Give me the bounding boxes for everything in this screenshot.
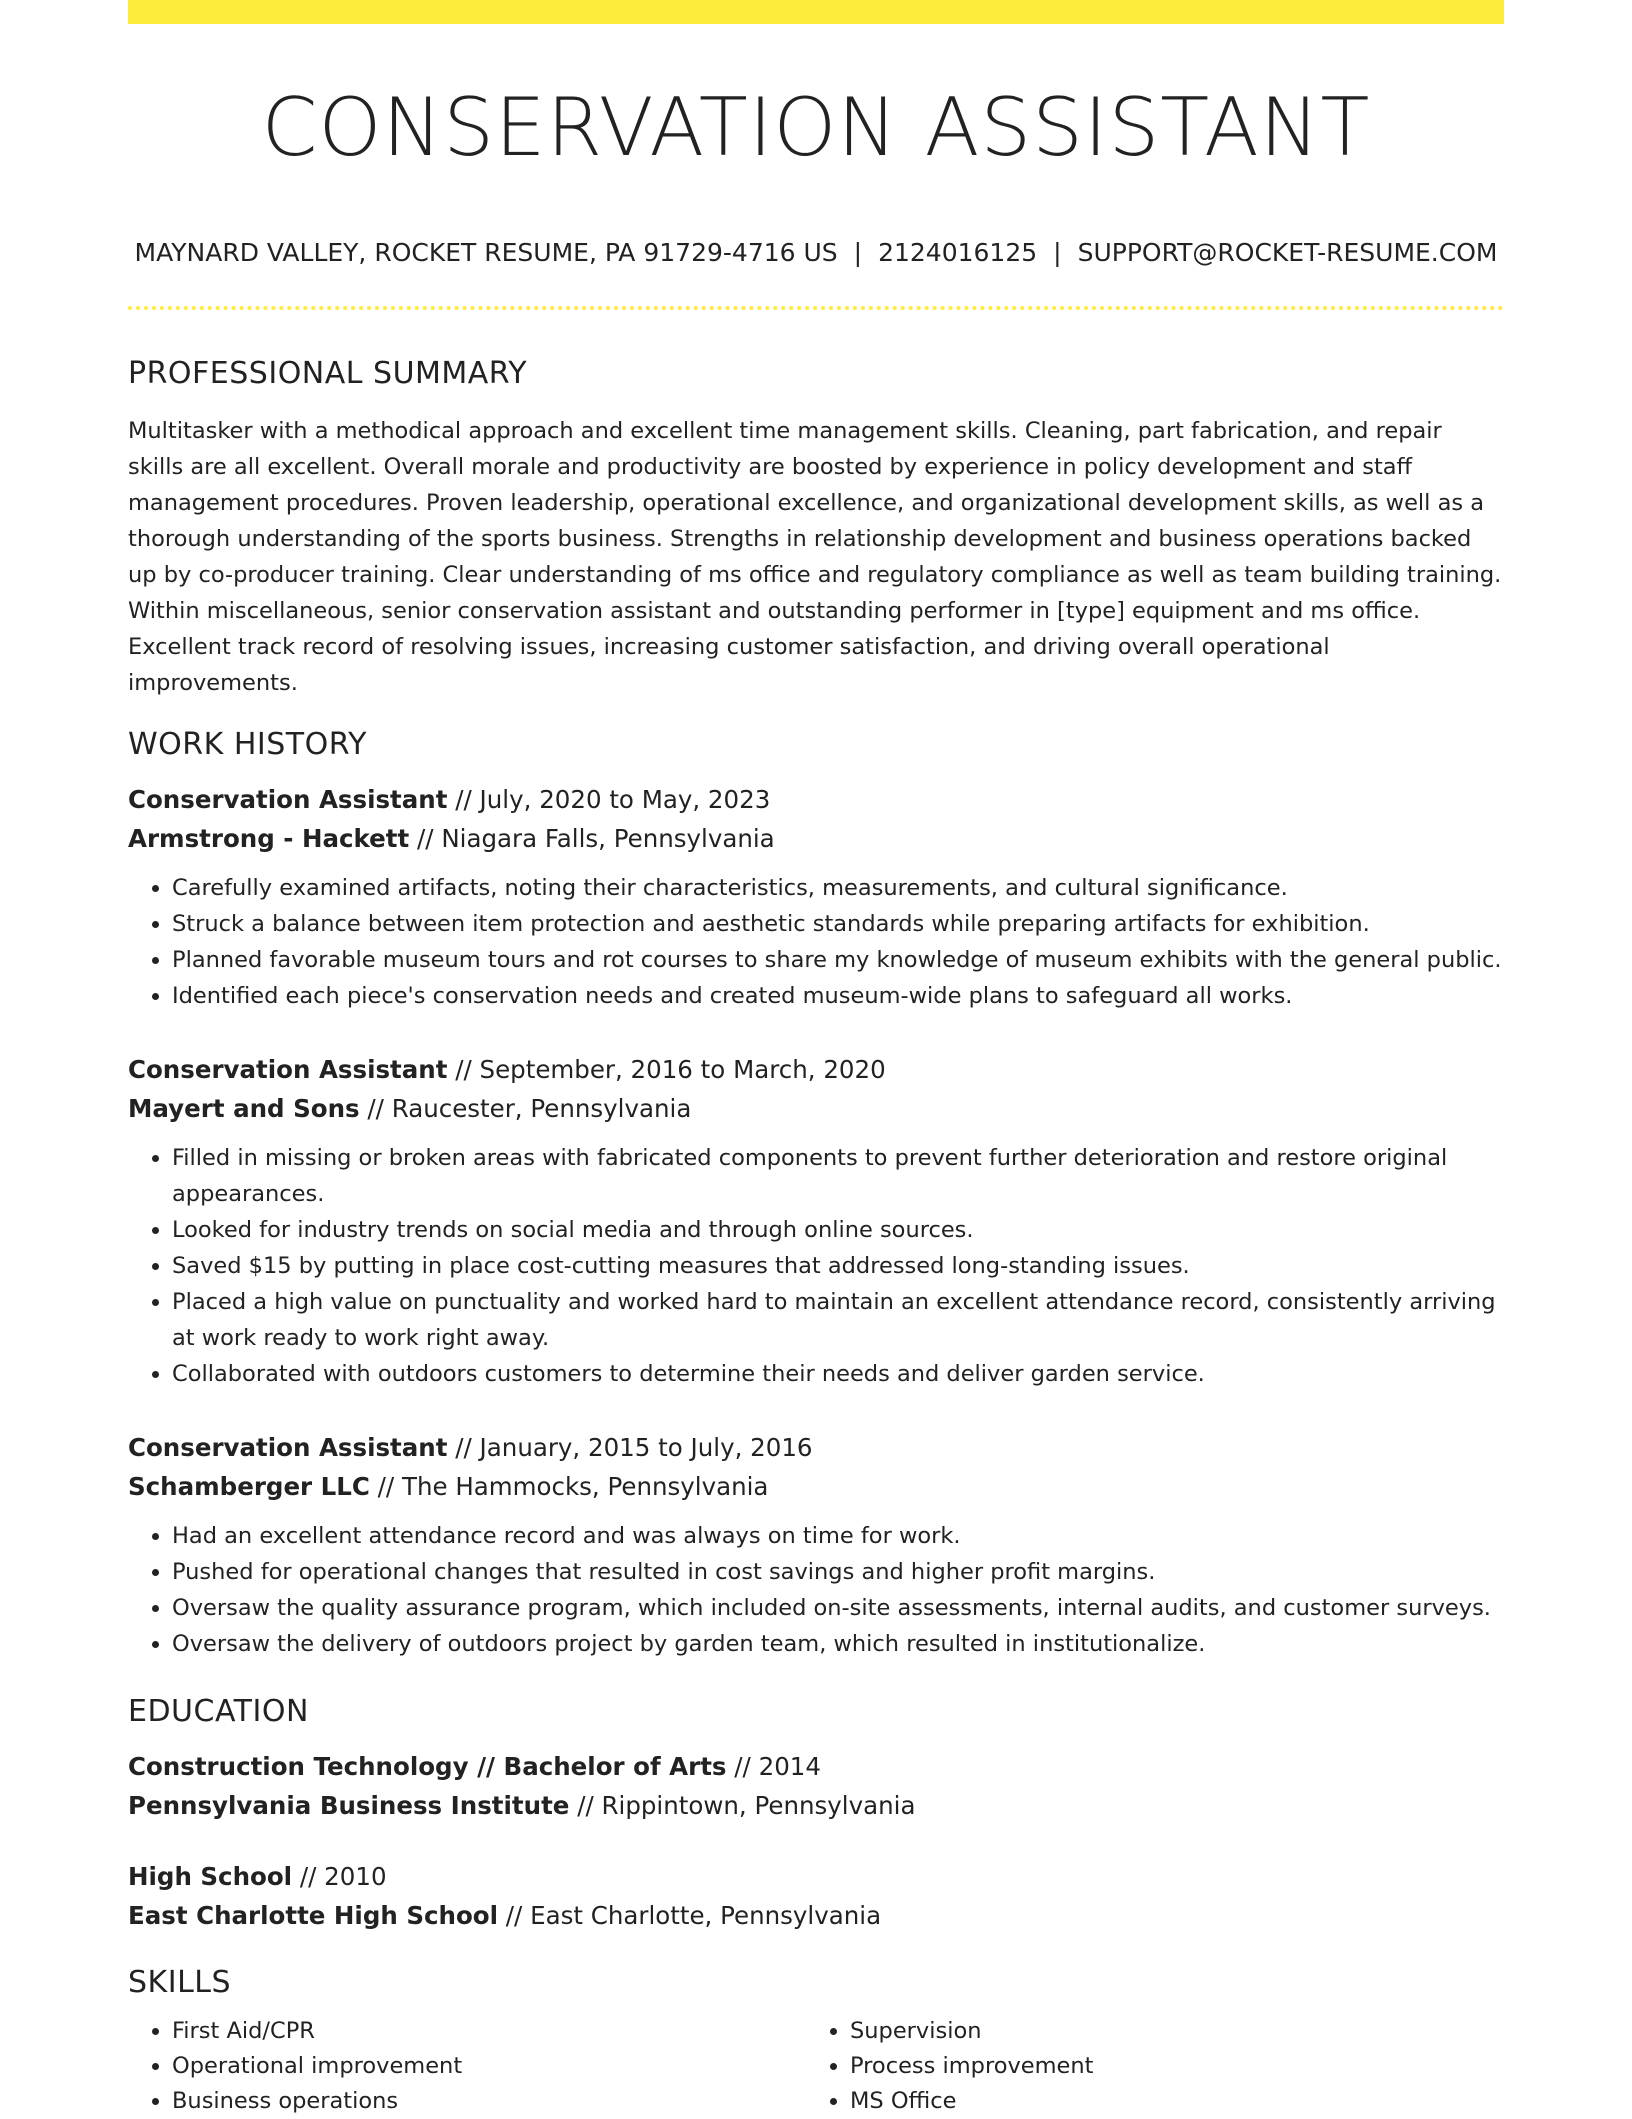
education-degree-line: [128, 1747, 1504, 1786]
dotted-divider: [128, 306, 1504, 310]
job-dates: // January, 2015 to July, 2016: [447, 1433, 813, 1462]
job-bullet: • Struck a balance between item protection and aesthetic standards while preparing artifacts for exhibition.: [172, 906, 1504, 942]
education-school-line: [128, 1786, 1504, 1825]
summary-text: Multitasker with a methodical approach and excellent time management skills. Cleaning, part fabrication, and repair skills are all excellent. Overall morale and productivity are boosted by experience in policy development and staff management procedures. Proven leadership, operational excellence, and organizational development skills, as well as a thorough understanding of the sports business. Strengths in relationship development and business operations backed up by co-producer training. Clear understanding of ms office and regulatory compliance as well as team building training. Within miscellaneous, senior conservation assistant and outstanding performer in [type] equipment and ms office. Excellent track record of resolving issues, increasing customer satisfaction, and driving overall operational improvements.: [128, 418, 1502, 696]
education-year: // 2010: [292, 1862, 387, 1891]
resume-page: [128, 0, 1504, 2119]
education-entry: [128, 1857, 1504, 1935]
skills-heading: SKILLS: [128, 1965, 232, 2000]
job-company-line: [128, 819, 1504, 858]
skills-columns: [128, 2014, 1504, 2119]
education-entry: [128, 1747, 1504, 1825]
contact-line: [128, 238, 1504, 268]
job-location: // Niagara Falls, Pennsylvania: [409, 824, 775, 853]
job-bullet: • Looked for industry trends on social media and through online sources.: [172, 1212, 1504, 1248]
summary-heading: PROFESSIONAL SUMMARY: [128, 356, 528, 391]
skill-item: • Operational improvement: [172, 2049, 806, 2084]
education-school: East Charlotte High School: [128, 1901, 499, 1930]
job-bullet: • Filled in missing or broken areas with fabricated components to prevent further deterioration and restore original appearances.: [172, 1140, 1504, 1212]
job-bullet: • Had an excellent attendance record and was always on time for work.: [172, 1518, 1504, 1554]
job-bullet: • Carefully examined artifacts, noting their characteristics, measurements, and cultural significance.: [172, 870, 1504, 906]
contact-email: SUPPORT@ROCKET-RESUME.COM: [1077, 238, 1498, 267]
contact-separator: |: [1053, 238, 1062, 267]
skill-item: • Business operations: [172, 2084, 806, 2119]
contact-address: MAYNARD VALLEY, ROCKET RESUME, PA 91729-4716 US: [134, 238, 838, 267]
education-location: // Rippintown, Pennsylvania: [569, 1791, 916, 1820]
skill-item: • First Aid/CPR: [172, 2014, 806, 2049]
job-entry: [128, 1428, 1504, 1662]
job-bullet: • Identified each piece's conservation needs and created museum-wide plans to safeguard all works.: [172, 978, 1504, 1014]
skills-list-right: [806, 2014, 1484, 2119]
job-company: Schamberger LLC: [128, 1472, 370, 1501]
resume-title: CONSERVATION ASSISTANT: [261, 81, 1371, 174]
job-location: // Raucester, Pennsylvania: [359, 1094, 692, 1123]
job-bullet: • Oversaw the quality assurance program, which included on-site assessments, internal audits, and customer surveys.: [172, 1590, 1504, 1626]
job-bullets: [128, 870, 1504, 1014]
job-bullet: • Placed a high value on punctuality and worked hard to maintain an excellent attendance record, consistently arriving at work ready to work right away.: [172, 1284, 1504, 1356]
education-degree: Construction Technology // Bachelor of Arts: [128, 1752, 727, 1781]
contact-separator: |: [853, 238, 863, 267]
job-entry: [128, 1050, 1504, 1392]
work-history-heading: WORK HISTORY: [128, 727, 367, 762]
job-company-line: [128, 1467, 1504, 1506]
education-heading: EDUCATION: [128, 1694, 309, 1729]
job-company: Mayert and Sons: [128, 1094, 360, 1123]
job-bullet: • Oversaw the delivery of outdoors project by garden team, which resulted in institutionalize.: [172, 1626, 1504, 1662]
job-dates: // September, 2016 to March, 2020: [447, 1055, 886, 1084]
education-year: // 2014: [726, 1752, 821, 1781]
job-role: Conservation Assistant: [128, 1055, 448, 1084]
job-dates: // July, 2020 to May, 2023: [447, 785, 771, 814]
education-location: // East Charlotte, Pennsylvania: [498, 1901, 882, 1930]
education-school: Pennsylvania Business Institute: [128, 1791, 570, 1820]
skill-item: • MS Office: [850, 2084, 1484, 2119]
education-degree-line: [128, 1857, 1504, 1896]
contact-phone: 2124016125: [878, 238, 1038, 267]
job-bullet: • Pushed for operational changes that resulted in cost savings and higher profit margins.: [172, 1554, 1504, 1590]
education-school-line: [128, 1896, 1504, 1935]
skills-list-left: [128, 2014, 806, 2119]
job-company: Armstrong - Hackett: [128, 824, 410, 853]
job-entry: [128, 780, 1504, 1014]
job-bullet: • Planned favorable museum tours and rot courses to share my knowledge of museum exhibits with the general public.: [172, 942, 1504, 978]
job-bullet: • Collaborated with outdoors customers to determine their needs and deliver garden service.: [172, 1356, 1504, 1392]
job-role-line: [128, 780, 1504, 819]
job-role: Conservation Assistant: [128, 1433, 448, 1462]
job-company-line: [128, 1089, 1504, 1128]
job-role-line: [128, 1428, 1504, 1467]
skill-item: • Supervision: [850, 2014, 1484, 2049]
job-role-line: [128, 1050, 1504, 1089]
accent-top-bar: [128, 0, 1504, 24]
job-location: // The Hammocks, Pennsylvania: [369, 1472, 769, 1501]
job-role: Conservation Assistant: [128, 785, 448, 814]
skill-item: • Process improvement: [850, 2049, 1484, 2084]
job-bullets: [128, 1518, 1504, 1662]
job-bullets: [128, 1140, 1504, 1392]
job-bullet: • Saved $15 by putting in place cost-cutting measures that addressed long-standing issues.: [172, 1248, 1504, 1284]
education-degree: High School: [128, 1862, 293, 1891]
